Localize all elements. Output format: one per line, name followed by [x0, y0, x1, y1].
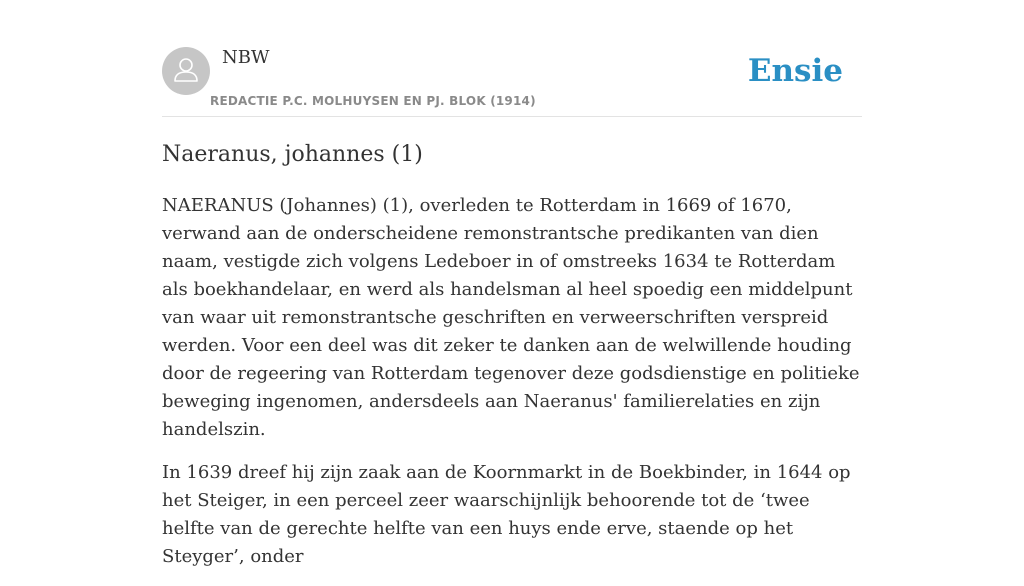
ensie-logo[interactable]: Ensie — [747, 53, 843, 89]
article-paragraph: In 1639 dreef hij zijn zaak aan de Koornmarkt in de Boekbinder, in 1644 op het Steiger, in een perceel zeer waarschijnlijk behoorende tot de ‘twee helfte van de gerechte helfte van een huys ende erve, staende op het Steyger’, onder — [162, 462, 851, 567]
article-title: Naeranus, johannes (1) — [162, 142, 423, 167]
author-subtitle: REDACTIE P.C. MOLHUYSEN EN PJ. BLOK (1914) — [210, 94, 536, 108]
author-avatar[interactable] — [162, 47, 210, 95]
author-header — [162, 46, 862, 117]
user-icon — [162, 47, 210, 95]
author-name[interactable]: NBW — [222, 47, 270, 68]
article-paragraph: NAERANUS (Johannes) (1), overleden te Rotterdam in 1669 of 1670, verwand aan de onderscheidene remonstrantsche predikanten van dien naam, vestigde zich volgens Ledeboer in of omstreeks 1634 te Rotterdam als boekhandelaar, en werd als handelsman al heel spoedig een middelpunt van waar uit remonstrantsche geschriften en verweerschriften verspreid werden. Voor een deel was dit zeker te danken aan de welwillende houding door de regeering van Rotterdam tegenover deze godsdienstige en politieke beweging ingenomen, andersdeels aan Naeranus' familierelaties en zijn handelszin. — [162, 195, 860, 440]
article-body — [162, 192, 862, 586]
